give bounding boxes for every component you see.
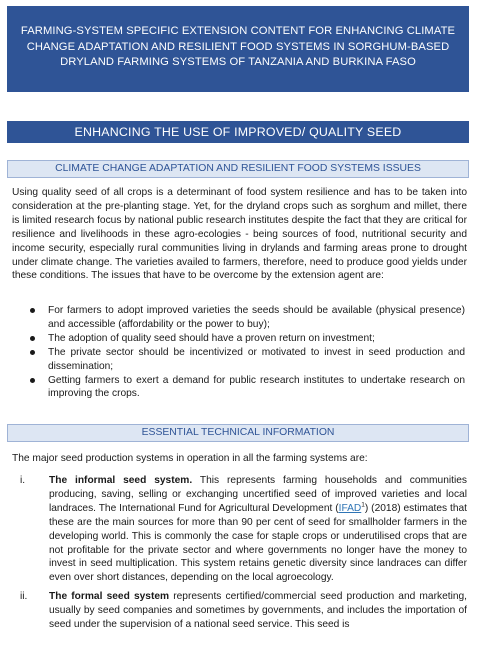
list-item: For farmers to adopt improved varieties the seeds should be available (physical presence) and accessible (affordability or the power to buy); <box>28 304 465 332</box>
bullet-icon <box>30 336 35 341</box>
title-line: CHANGE ADAPTATION AND RESILIENT FOOD SYSTEMS IN SORGHUM-BASED <box>26 40 450 53</box>
list-item: ii. The formal seed system represents certified/commercial seed production and marketing, usually by seed companies and sometimes by governments, and includes the importation of seed under the supervision of a national seed service. This seed is <box>20 591 467 631</box>
term-heading: The formal seed system <box>49 591 170 603</box>
seed-systems-list <box>12 474 467 637</box>
bullet-icon <box>30 378 35 383</box>
document-title-banner <box>7 6 469 92</box>
list-numeral: i. <box>20 475 26 486</box>
title-line: DRYLAND FARMING SYSTEMS OF TANZANIA AND BURKINA FASO <box>60 56 416 68</box>
bullet-icon <box>30 308 35 313</box>
technical-intro-paragraph: The major seed production systems in operation in all the farming systems are: <box>12 453 368 464</box>
ifad-link[interactable]: IFAD <box>338 502 362 514</box>
bullet-icon <box>30 350 35 355</box>
issues-intro-paragraph: Using quality seed of all crops is a determinant of food system resilience and has to be taken into consideration at the pre-planting stage. Yet, for the dryland crops such as sorghum and millet, there is limited research focus by national public research institutes despite the fact that they are critical for resilience and livelihoods in these agro-ecologies - being sources of food, nutritional security and income security, especially rural communities living in drylands and farming areas prone to drought under climate change. The varieties availed to farmers, therefore, need to produce good yields under these conditions. The issues that have to be overcome by the extension agent are: <box>12 187 467 282</box>
issues-bullet-list <box>28 304 465 401</box>
list-item: i. The informal seed system. This represents farming households and communities producing, saving, selling or exchanging uncertified seed of improved varieties and local landraces. The International Fund for Agricultural Development (IFAD$^1$) (2018) estimates that these are the main sources for more than 90 per cent of seed for smallholder farmers in the developing world. This is commonly the case for staple crops or underutilised crops that are not profitable for the private sector and where governments no longer have the money to invest in seed multiplication. This system retains genetic diversity since landraces can differ even over short distances, depending on the local agroecology. <box>20 475 467 584</box>
section-title: ENHANCING THE USE OF IMPROVED/ QUALITY SEED <box>7 121 469 143</box>
footnote-marker[interactable]: 1 <box>361 501 365 509</box>
issues-heading: CLIMATE CHANGE ADAPTATION AND RESILIENT FOOD SYSTEMS ISSUES <box>7 160 469 178</box>
term-heading: The informal seed system. <box>49 475 193 486</box>
list-item: The adoption of quality seed should have a proven return on investment; <box>28 332 465 346</box>
list-numeral: ii. <box>20 591 28 603</box>
list-item: The private sector should be incentivized or motivated to invest in seed production and dissemination; <box>28 346 465 374</box>
title-line: FARMING-SYSTEM SPECIFIC EXTENSION CONTENT FOR ENHANCING CLIMATE <box>20 25 456 37</box>
technical-info-heading: ESSENTIAL TECHNICAL INFORMATION <box>7 424 469 442</box>
list-item: Getting farmers to exert a demand for public research institutes to undertake research on improving the crops. <box>28 374 465 402</box>
